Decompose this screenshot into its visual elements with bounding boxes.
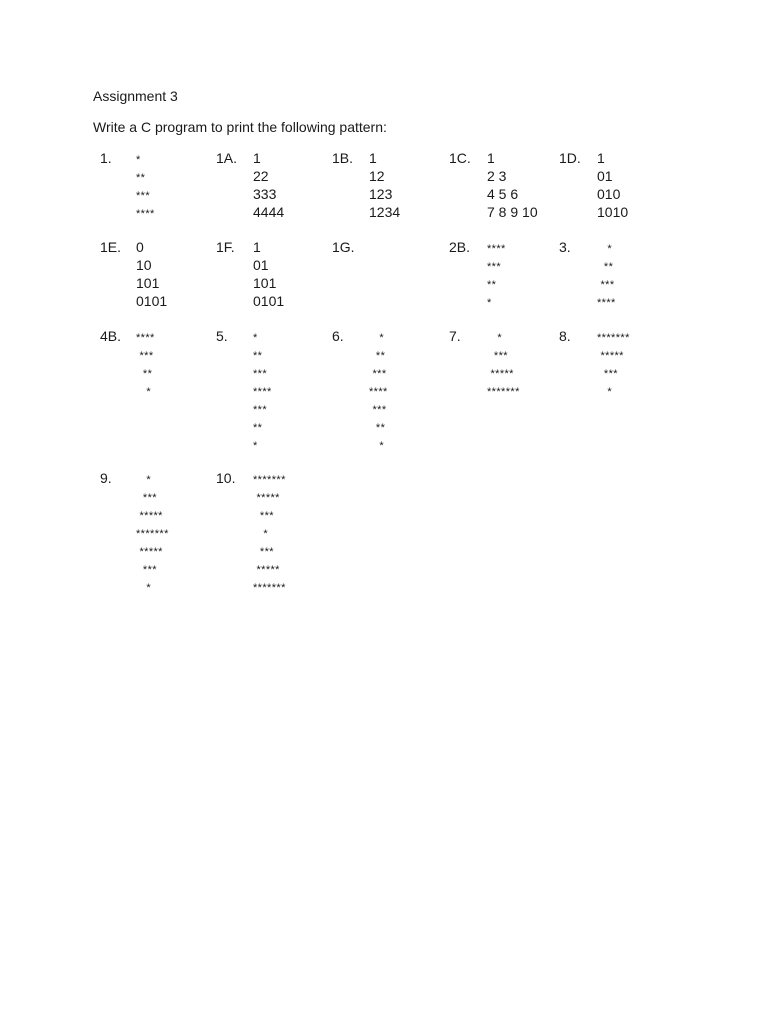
pattern-line: 01 (253, 257, 269, 273)
pattern-line: 101 (136, 275, 160, 291)
pattern-number: 10. (216, 470, 236, 486)
pattern-number: 1B. (332, 150, 354, 166)
pattern-line: 2 3 (487, 168, 507, 184)
pattern-lines (253, 149, 284, 221)
pattern-line: ******* (597, 332, 630, 344)
pattern-number: 9. (100, 470, 112, 486)
pattern-line: *** (369, 368, 387, 380)
pattern-line: **** (369, 386, 388, 398)
pattern-lines (136, 471, 169, 597)
pattern-lines (487, 329, 520, 401)
pattern-line: *** (597, 368, 618, 380)
page-title: Assignment 3 (93, 88, 178, 104)
pattern-line: ***** (136, 510, 163, 522)
pattern-line: ***** (487, 368, 514, 380)
pattern-line: ***** (253, 492, 280, 504)
pattern-line: **** (136, 332, 155, 344)
pattern-line: * (136, 474, 152, 486)
pattern-line: 1 (253, 150, 261, 166)
pattern-line: ******* (253, 474, 286, 486)
pattern-line: * (136, 386, 152, 398)
pattern-line: 1010 (597, 204, 629, 220)
pattern-line: * (136, 154, 141, 166)
pattern-line: 123 (369, 186, 393, 202)
pattern-number: 1. (100, 150, 112, 166)
pattern-line: 1 (597, 150, 605, 166)
pattern-line: **** (253, 386, 272, 398)
pattern-line: 12 (369, 168, 385, 184)
pattern-line: 0 (136, 239, 144, 255)
pattern-number: 1C. (449, 150, 471, 166)
pattern-number: 1E. (100, 239, 122, 255)
pattern-line: 333 (253, 186, 277, 202)
pattern-line: * (487, 332, 503, 344)
pattern-lines (597, 240, 616, 312)
pattern-line: *** (136, 492, 157, 504)
pattern-number: 8. (559, 328, 571, 344)
pattern-line: ***** (597, 350, 624, 362)
pattern-number: 4B. (100, 328, 122, 344)
pattern-line: * (597, 386, 613, 398)
pattern-line: *** (253, 510, 274, 522)
pattern-line: ** (253, 422, 263, 434)
pattern-line: 101 (253, 275, 277, 291)
pattern-line: 1 (369, 150, 377, 166)
pattern-line: *** (487, 261, 502, 273)
pattern-line: * (369, 440, 385, 452)
pattern-line: 22 (253, 168, 269, 184)
pattern-lines (597, 329, 630, 401)
pattern-lines (253, 471, 286, 597)
pattern-lines (136, 329, 155, 401)
pattern-line: 4 5 6 (487, 186, 519, 202)
pattern-number: 1D. (559, 150, 581, 166)
pattern-line: *** (136, 190, 151, 202)
pattern-line: *** (136, 564, 157, 576)
pattern-line: *** (136, 350, 154, 362)
pattern-line: 4444 (253, 204, 285, 220)
pattern-lines (369, 149, 400, 221)
pattern-line: ** (136, 368, 153, 380)
pattern-line: * (253, 528, 269, 540)
pattern-lines (597, 149, 628, 221)
pattern-number: 1G. (332, 239, 355, 255)
pattern-number: 6. (332, 328, 344, 344)
pattern-line: ******* (487, 386, 520, 398)
pattern-line: 10 (136, 257, 152, 273)
pattern-lines (487, 149, 538, 221)
pattern-line: 0101 (136, 293, 168, 309)
pattern-line: *** (253, 546, 274, 558)
pattern-line: ** (253, 350, 263, 362)
pattern-line: ** (369, 422, 386, 434)
pattern-line: *** (253, 404, 268, 416)
pattern-number: 3. (559, 239, 571, 255)
pattern-line: * (136, 582, 152, 594)
pattern-line: * (253, 440, 258, 452)
pattern-line: ** (487, 279, 497, 291)
pattern-line: ******* (136, 528, 169, 540)
pattern-lines (487, 240, 506, 312)
instruction-text: Write a C program to print the following pattern: (93, 119, 387, 135)
pattern-line: **** (136, 208, 155, 220)
pattern-line: ** (597, 261, 614, 273)
pattern-line: **** (487, 243, 506, 255)
pattern-line: * (487, 297, 492, 309)
pattern-lines (136, 151, 155, 223)
pattern-line: *** (253, 368, 268, 380)
pattern-line: 010 (597, 186, 621, 202)
pattern-lines (253, 238, 284, 310)
pattern-line: ******* (253, 582, 286, 594)
pattern-line: * (369, 332, 385, 344)
pattern-lines (369, 329, 388, 455)
pattern-line: *** (487, 350, 508, 362)
pattern-line: ***** (136, 546, 163, 558)
pattern-line: *** (597, 279, 615, 291)
pattern-line: 1234 (369, 204, 401, 220)
pattern-number: 7. (449, 328, 461, 344)
pattern-line: 01 (597, 168, 613, 184)
pattern-line: 1 (487, 150, 495, 166)
pattern-line: 1 (253, 239, 261, 255)
pattern-line: **** (597, 297, 616, 309)
pattern-line: * (597, 243, 613, 255)
pattern-line: ** (136, 172, 146, 184)
pattern-number: 1F. (216, 239, 235, 255)
pattern-line: ***** (253, 564, 280, 576)
pattern-number: 1A. (216, 150, 238, 166)
pattern-line: ** (369, 350, 386, 362)
pattern-line: * (253, 332, 258, 344)
pattern-lines (253, 329, 272, 455)
pattern-line: *** (369, 404, 387, 416)
pattern-line: 0101 (253, 293, 285, 309)
pattern-line: 7 8 9 10 (487, 204, 538, 220)
pattern-number: 2B. (449, 239, 471, 255)
pattern-number: 5. (216, 328, 228, 344)
pattern-lines (136, 238, 167, 310)
